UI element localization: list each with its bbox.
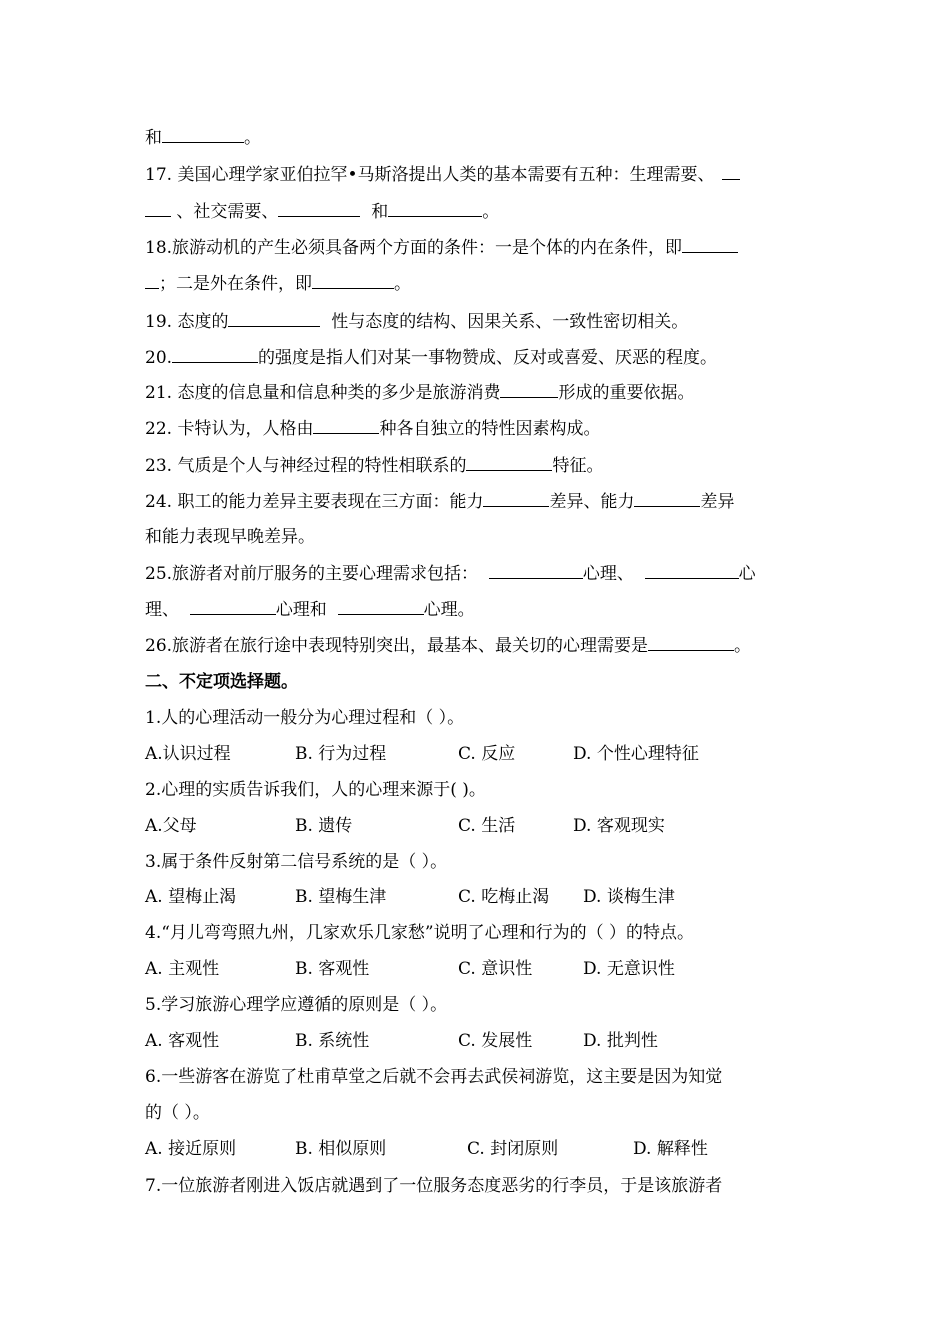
q18-line2 <box>145 271 812 297</box>
q22 <box>145 416 812 442</box>
blank[interactable] <box>722 162 740 180</box>
text: 形成的重要依据。 <box>558 383 695 403</box>
text: 理、 <box>145 600 179 620</box>
mc-option[interactable]: D. 谈梅生津 <box>583 887 675 907</box>
q18-text: 18.旅游动机的产生必须具备两个方面的条件：一是个体的内在条件，即 <box>145 238 683 258</box>
q17-text: 17. 美国心理学家亚伯拉罕•马斯洛提出人类的基本需要有五种：生理需要、 <box>145 165 715 185</box>
mc-options <box>145 741 812 767</box>
text: 和 <box>371 202 389 222</box>
text: 21. 态度的信息量和信息种类的多少是旅游消费 <box>145 383 501 403</box>
text: 差异、能力 <box>549 492 635 512</box>
blank[interactable] <box>145 199 171 217</box>
q25-line2 <box>145 597 812 623</box>
mc-options <box>145 813 812 839</box>
text: 心理、 <box>582 564 634 584</box>
mc-question: 2.心理的实质告诉我们，人的心理来源于( )。 <box>145 780 486 800</box>
mc-question: 4.“月儿弯弯照九州，几家欢乐几家愁”说明了心理和行为的（ ）的特点。 <box>145 923 695 943</box>
mc-option[interactable]: C. 意识性 <box>458 959 533 979</box>
q18-line1 <box>145 235 812 261</box>
blank[interactable] <box>312 271 394 289</box>
text: 心理。 <box>423 600 475 620</box>
mc-option[interactable]: A. 客观性 <box>145 1031 220 1051</box>
blank[interactable] <box>162 125 244 143</box>
text: ；二是外在条件，即 <box>159 274 312 294</box>
mc-option[interactable]: A.父母 <box>145 816 197 836</box>
mc-options <box>145 1136 812 1162</box>
blank[interactable] <box>228 309 320 327</box>
text: 心理和 <box>275 600 327 620</box>
text: 、社交需要、 <box>176 202 279 222</box>
mc-option[interactable]: D. 客观现实 <box>573 816 665 836</box>
blank[interactable] <box>338 597 424 615</box>
mc-option[interactable]: B. 系统性 <box>295 1031 370 1051</box>
text: 和 <box>145 128 162 148</box>
mc-option[interactable]: B. 行为过程 <box>295 744 387 764</box>
blank[interactable] <box>483 489 549 507</box>
blank[interactable] <box>172 345 258 363</box>
text: 。 <box>244 128 261 148</box>
text: 25.旅游者对前厅服务的主要心理需求包括： <box>145 564 479 584</box>
q19 <box>145 309 812 335</box>
blank[interactable] <box>190 597 276 615</box>
mc-option[interactable]: C. 生活 <box>458 816 516 836</box>
text: 心 <box>738 564 756 584</box>
mc-question: 1.人的心理活动一般分为心理过程和（ ）。 <box>145 708 465 728</box>
blank[interactable] <box>466 453 552 471</box>
text: 。 <box>482 202 500 222</box>
blank[interactable] <box>145 271 159 289</box>
mc-question: 3.属于条件反射第二信号系统的是（ ）。 <box>145 852 448 872</box>
mc-options <box>145 884 812 910</box>
q24-line1 <box>145 489 812 515</box>
q21 <box>145 380 812 406</box>
q24-line2 <box>145 524 812 550</box>
mc-option[interactable]: D. 解释性 <box>633 1139 708 1159</box>
text: 20. <box>145 348 173 368</box>
text: 26.旅游者在旅行途中表现特别突出，最基本、最关切的心理需要是 <box>145 636 649 656</box>
blank[interactable] <box>648 633 734 651</box>
q20 <box>145 345 812 371</box>
mc-option[interactable]: A. 望梅止渴 <box>145 887 237 907</box>
mc-option[interactable]: D. 批判性 <box>583 1031 658 1051</box>
mc-option[interactable]: A.认识过程 <box>145 744 231 764</box>
section-heading: 二、不定项选择题。 <box>145 672 298 692</box>
mc-options <box>145 1028 812 1054</box>
mc-option[interactable]: B. 望梅生津 <box>295 887 387 907</box>
text: 的强度是指人们对某一事物赞成、反对或喜爱、厌恶的程度。 <box>258 348 718 368</box>
blank[interactable] <box>313 416 379 434</box>
mc-option[interactable]: B. 遗传 <box>295 816 353 836</box>
mc-option[interactable]: D. 无意识性 <box>583 959 675 979</box>
mc-question: 6.一些游客在游览了杜甫草堂之后就不会再去武侯祠游览，这主要是因为知觉 <box>145 1067 723 1087</box>
text: 差异 <box>700 492 735 512</box>
q17-line2 <box>145 199 812 225</box>
q25-line1 <box>145 561 812 587</box>
text: 。 <box>734 636 752 656</box>
blank[interactable] <box>489 561 583 579</box>
mc-question-cont: 的（ ）。 <box>145 1103 210 1123</box>
mc-option[interactable]: B. 客观性 <box>295 959 370 979</box>
text: 特征。 <box>552 456 604 476</box>
blank[interactable] <box>682 235 738 253</box>
mc-question: 7.一位旅游者刚进入饭店就遇到了一位服务态度恶劣的行李员，于是该旅游者 <box>145 1176 723 1196</box>
mc-question: 5.学习旅游心理学应遵循的原则是（ ）。 <box>145 995 448 1015</box>
text: 19. 态度的 <box>145 312 229 332</box>
text: 种各自独立的特性因素构成。 <box>379 419 601 439</box>
text: 22. 卡特认为，人格由 <box>145 419 314 439</box>
text: 和能力表现早晚差异。 <box>145 527 315 547</box>
blank[interactable] <box>278 199 360 217</box>
mc-option[interactable]: A. 主观性 <box>145 959 220 979</box>
mc-options <box>145 956 812 982</box>
mc-option[interactable]: C. 发展性 <box>458 1031 533 1051</box>
text: 。 <box>394 274 411 294</box>
text: 性与态度的结构、因果关系、一致性密切相关。 <box>331 312 689 332</box>
blank[interactable] <box>645 561 739 579</box>
mc-option[interactable]: C. 封闭原则 <box>467 1139 559 1159</box>
mc-option[interactable]: C. 吃梅止渴 <box>458 887 550 907</box>
mc-option[interactable]: D. 个性心理特征 <box>573 744 699 764</box>
q23 <box>145 453 812 479</box>
mc-option[interactable]: A. 接近原则 <box>145 1139 237 1159</box>
q26 <box>145 633 812 659</box>
blank[interactable] <box>634 489 700 507</box>
mc-option[interactable]: C. 反应 <box>458 744 516 764</box>
q16-tail <box>145 125 812 151</box>
q17-line1 <box>145 162 812 188</box>
blank[interactable] <box>388 199 482 217</box>
mc-option[interactable]: B. 相似原则 <box>295 1139 387 1159</box>
text: 24. 职工的能力差异主要表现在三方面：能力 <box>145 492 484 512</box>
blank[interactable] <box>500 380 558 398</box>
text: 23. 气质是个人与神经过程的特性相联系的 <box>145 456 467 476</box>
